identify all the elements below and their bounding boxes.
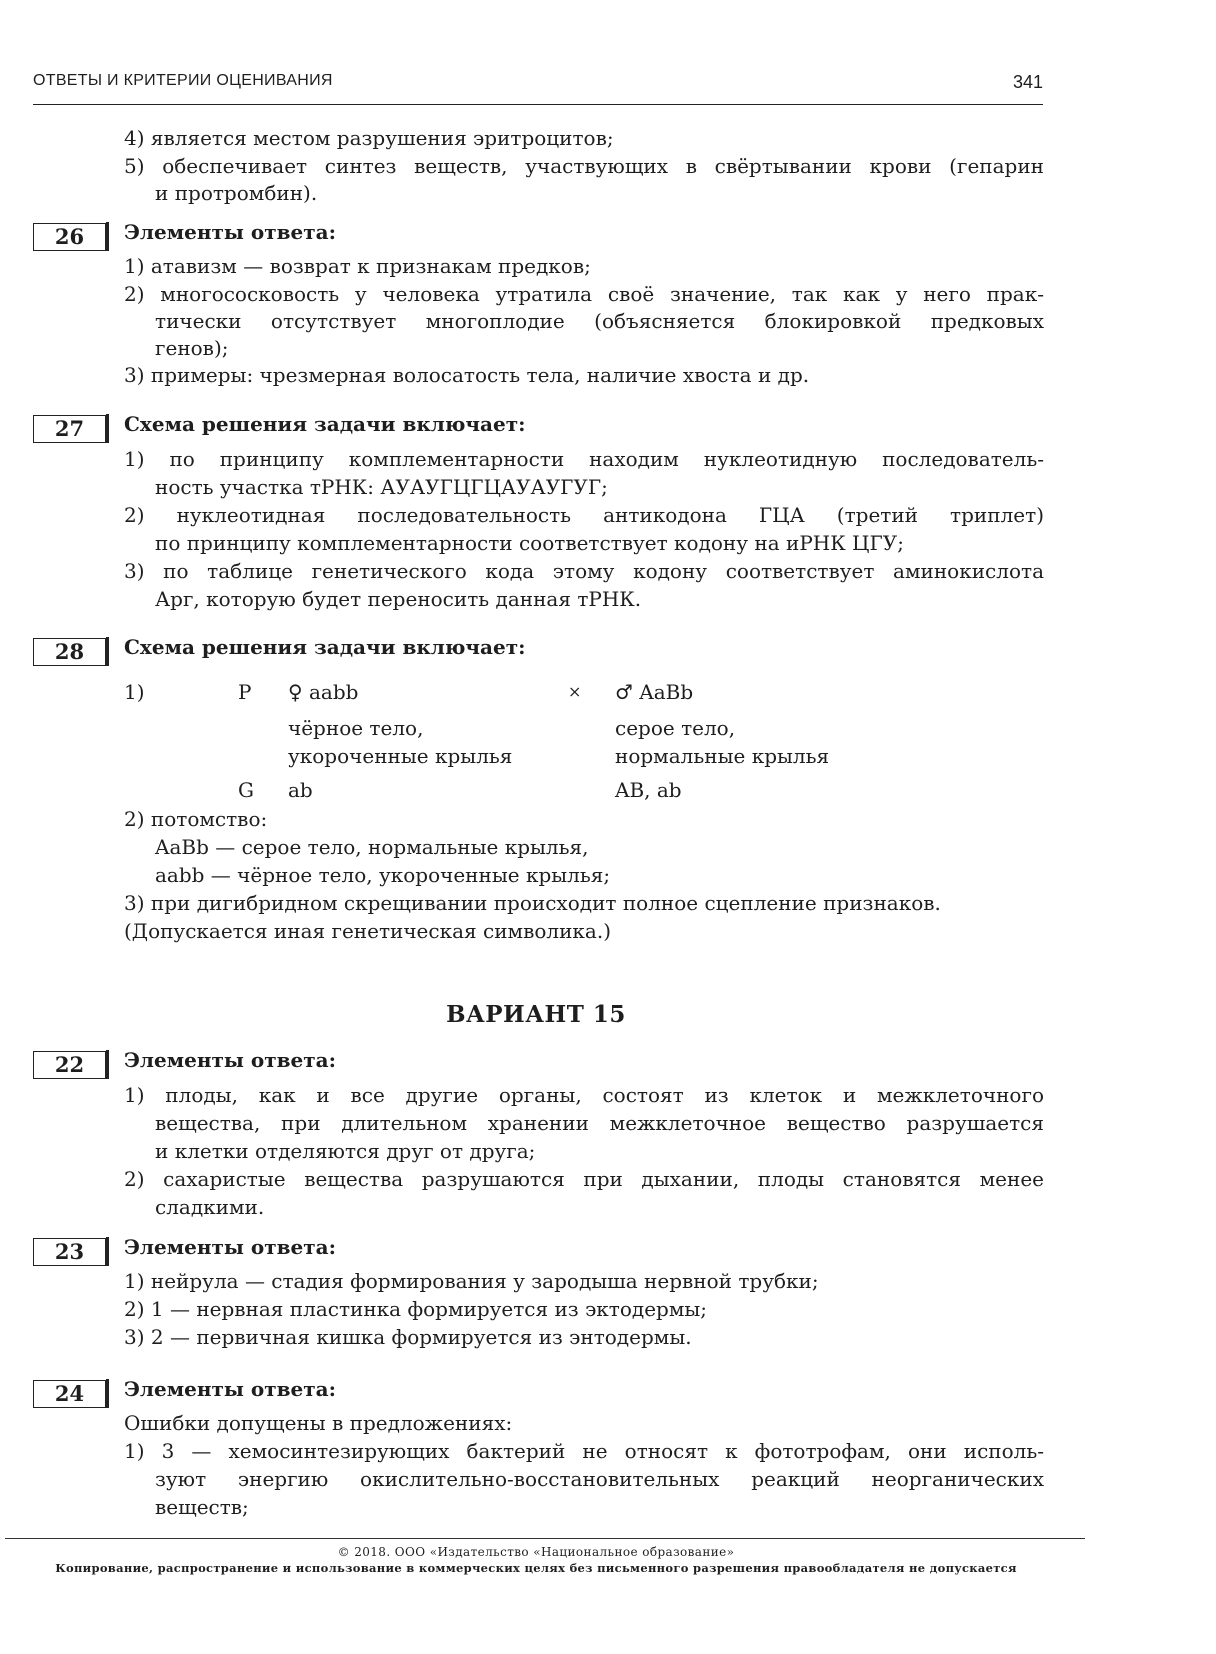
cross-symbol: × <box>568 682 582 701</box>
v22-item-2: 2) сахаристые вещества разрушаются при дыхании, плоды становятся менее <box>124 1167 1044 1191</box>
q26-heading: Элементы ответа: <box>124 220 336 244</box>
v23-item-1: 1) нейрула — стадия формирования у зародыша нервной трубки; <box>124 1269 819 1293</box>
female-phenotype-1: чёрное тело, <box>288 716 424 740</box>
variant-title: ВАРИАНТ 15 <box>446 1001 626 1028</box>
male-phenotype-2: нормальные крылья <box>615 744 830 768</box>
running-title: ОТВЕТЫ И КРИТЕРИИ ОЦЕНИВАНИЯ <box>33 72 333 89</box>
q26-item-2-cont: тически отсутствует многоплодие (объясняется блокировкой предковых <box>155 309 1044 333</box>
footer-divider <box>5 1538 1085 1539</box>
intro-item-5-cont: и протромбин). <box>155 181 318 205</box>
gametes-label: G <box>238 778 254 802</box>
answer-number-24: 24 <box>33 1380 106 1408</box>
q26-item-2: 2) многососковость у человека утратила своё значение, так как у него прак- <box>124 282 1044 306</box>
parents-label: P <box>238 680 252 704</box>
q28-note: (Допускается иная генетическая символика.) <box>124 919 612 943</box>
answer-number-27: 27 <box>33 415 106 443</box>
v24-intro: Ошибки допущены в предложениях: <box>124 1411 513 1435</box>
v23-item-3: 3) 2 — первичная кишка формируется из энтодермы. <box>124 1325 692 1349</box>
q27-item-3: 3) по таблице генетического кода этому кодону соответствует аминокислота <box>124 559 1044 583</box>
female-gametes: ab <box>288 778 313 802</box>
v22-item-1: 1) плоды, как и все другие органы, состоят из клеток и межклеточного <box>124 1083 1044 1107</box>
answer-number-26: 26 <box>33 223 106 251</box>
q27-heading: Схема решения задачи включает: <box>124 412 526 436</box>
intro-item-4: 4) является местом разрушения эритроцитов; <box>124 126 614 150</box>
v23-item-2: 2) 1 — нервная пластинка формируется из эктодермы; <box>124 1297 708 1321</box>
male-phenotype-1: серое тело, <box>615 716 736 740</box>
q27-item-2-cont: по принципу комплементарности соответствует кодону на иРНК ЦГУ; <box>155 531 904 555</box>
v24-heading: Элементы ответа: <box>124 1377 336 1401</box>
v22-item-2-cont: сладкими. <box>155 1195 265 1219</box>
intro-item-5: 5) обеспечивает синтез веществ, участвующих в свёртывании крови (гепарин <box>124 154 1044 178</box>
footer-notice: Копирование, распространение и использование в коммерческих целях без письменного разрешения правообладателя не допускается <box>55 1561 1017 1575</box>
q26-item-3: 3) примеры: чрезмерная волосатость тела, наличие хвоста и др. <box>124 363 810 387</box>
q28-heading: Схема решения задачи включает: <box>124 635 526 659</box>
q28-step-1: 1) <box>124 680 145 704</box>
q26-item-2-end: генов); <box>155 336 229 360</box>
answer-number-23: 23 <box>33 1238 106 1266</box>
male-parent-genotype: ♂ AaBb <box>615 680 694 704</box>
v22-heading: Элементы ответа: <box>124 1048 336 1072</box>
female-phenotype-2: укороченные крылья <box>288 744 513 768</box>
v24-item-1: 1) 3 — хемосинтезирующих бактерий не относят к фототрофам, они исполь- <box>124 1439 1044 1463</box>
q26-item-1: 1) атавизм — возврат к признакам предков; <box>124 254 591 278</box>
answer-number-28: 28 <box>33 638 106 666</box>
v24-item-1-end: веществ; <box>155 1495 249 1519</box>
offspring-1: AaBb — серое тело, нормальные крылья, <box>155 835 589 859</box>
q28-item-3: 3) при дигибридном скрещивании происходит полное сцепление признаков. <box>124 891 941 915</box>
q27-item-2: 2) нуклеотидная последовательность антикодона ГЦА (третий триплет) <box>124 503 1044 527</box>
q27-item-1-cont: ность участка тРНК: АУАУГЦГЦАУАУГУГ; <box>155 475 608 499</box>
page-number: 341 <box>1012 72 1043 92</box>
v22-item-1-end: и клетки отделяются друг от друга; <box>155 1139 536 1163</box>
v24-item-1-cont: зуют энергию окислительно-восстановительных реакций неорганических <box>155 1467 1044 1491</box>
q28-item-2: 2) потомство: <box>124 807 268 831</box>
q27-item-1: 1) по принципу комплементарности находим нуклеотидную последователь- <box>124 447 1044 471</box>
answer-number-22: 22 <box>33 1051 106 1079</box>
v22-item-1-cont: вещества, при длительном хранении межклеточное вещество разрушается <box>155 1111 1044 1135</box>
offspring-2: aabb — чёрное тело, укороченные крылья; <box>155 863 611 887</box>
v23-heading: Элементы ответа: <box>124 1235 336 1259</box>
q27-item-3-cont: Арг, которую будет переносить данная тРНК. <box>155 587 642 611</box>
male-gametes: AB, ab <box>615 778 682 802</box>
page-header <box>33 68 1043 105</box>
footer-copyright: © 2018. ООО «Издательство «Национальное образование» <box>337 1545 735 1559</box>
female-parent-genotype: ♀ aabb <box>288 680 359 704</box>
